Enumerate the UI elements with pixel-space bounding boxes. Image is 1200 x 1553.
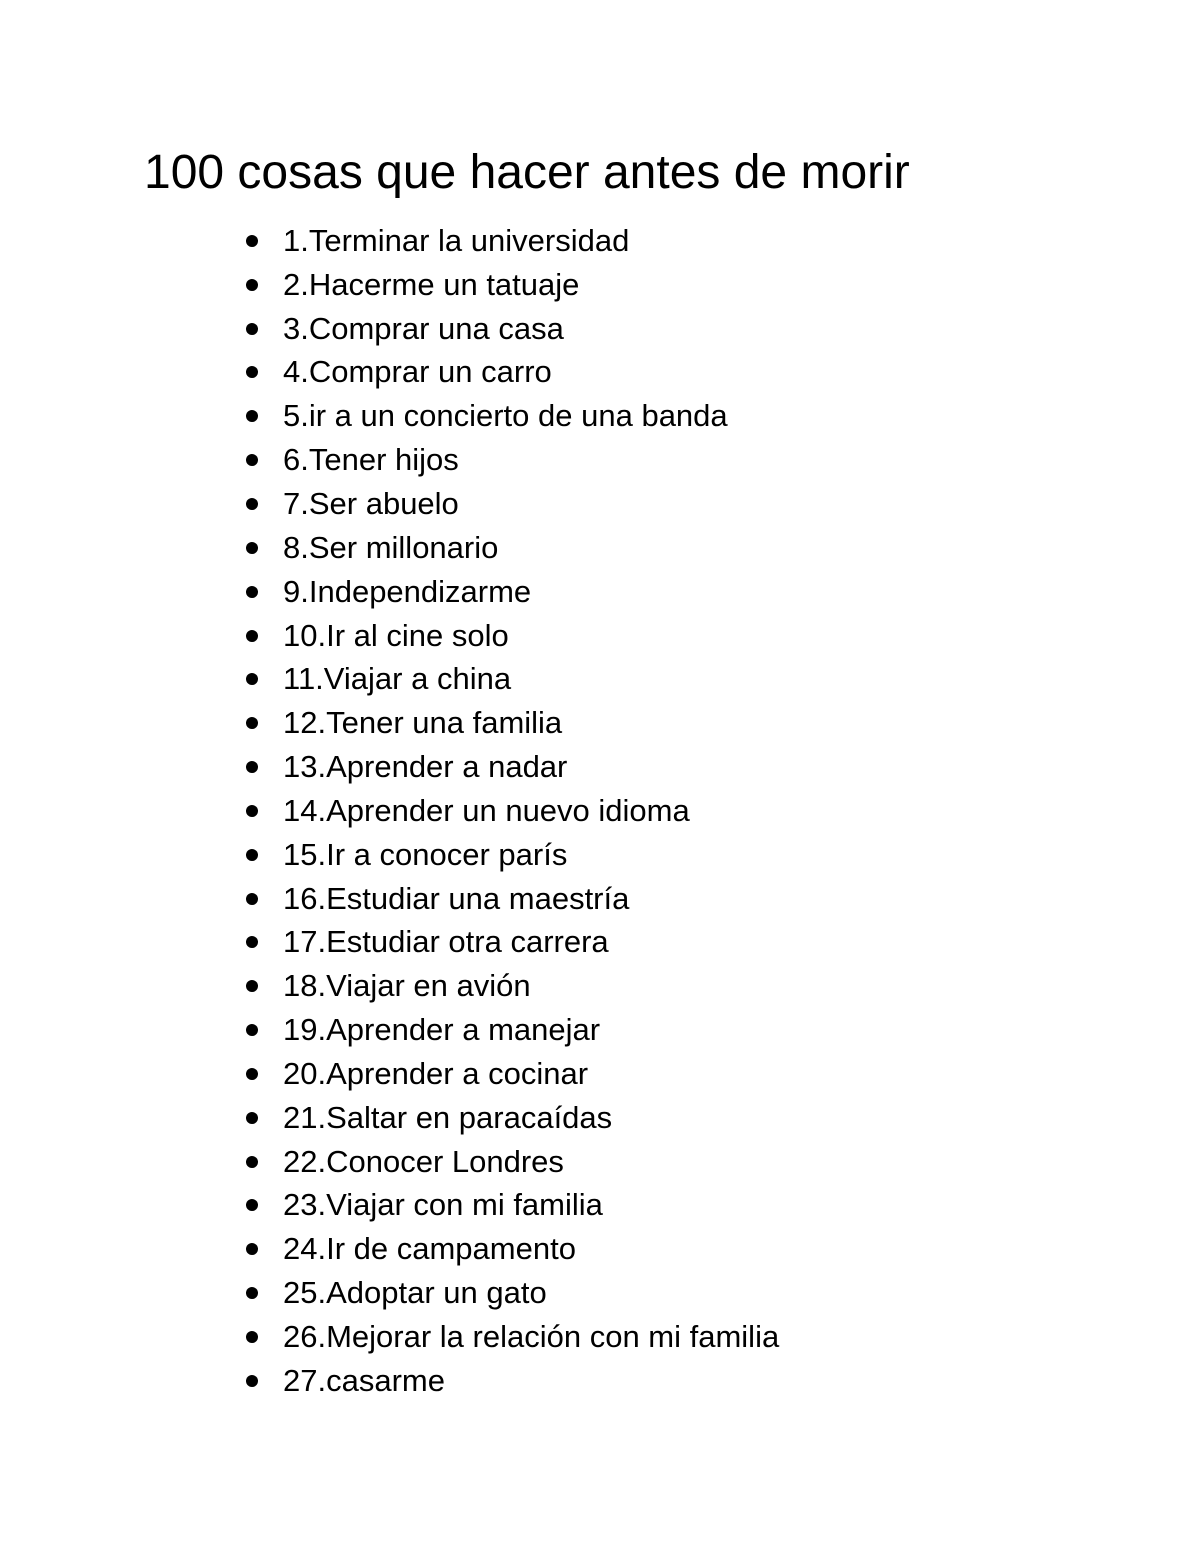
bullet-icon [246, 1199, 258, 1211]
bullet-icon [246, 1068, 258, 1080]
bullet-icon [246, 366, 258, 378]
list-item-text: 9.Independizarme [283, 573, 532, 609]
list-item-text: 8.Ser millonario [283, 529, 499, 565]
list-item-text: 25.Adoptar un gato [283, 1275, 547, 1311]
bullet-icon [246, 761, 258, 773]
list-item-text: 1.Terminar la universidad [283, 222, 630, 258]
bullet-icon [246, 1024, 258, 1036]
list-item-text: 14.Aprender un nuevo idioma [283, 792, 690, 828]
bullet-icon [246, 235, 258, 247]
list-item [246, 745, 779, 789]
list-item-text: 3.Comprar una casa [283, 310, 564, 346]
bullet-icon [246, 980, 258, 992]
list-item-text: 15.Ir a conocer parís [283, 836, 568, 872]
bullet-icon [246, 586, 258, 598]
list-item [246, 1008, 779, 1052]
bucket-list [246, 219, 779, 1403]
bullet-icon [246, 1287, 258, 1299]
page-title: 100 cosas que hacer antes de morir [144, 146, 910, 199]
list-item-text: 22.Conocer Londres [283, 1143, 564, 1179]
list-item [246, 921, 779, 965]
bullet-icon [246, 1112, 258, 1124]
list-item-text: 11.Viajar a china [283, 661, 512, 697]
list-item-text: 17.Estudiar otra carrera [283, 924, 609, 960]
list-item [246, 482, 779, 526]
list-item [246, 1096, 779, 1140]
list-item [246, 526, 779, 570]
bullet-icon [246, 630, 258, 642]
list-item-text: 2.Hacerme un tatuaje [283, 266, 580, 302]
bullet-icon [246, 805, 258, 817]
list-item [246, 833, 779, 877]
list-item-text: 24.Ir de campamento [283, 1231, 576, 1267]
bullet-icon [246, 1375, 258, 1387]
list-item-text: 12.Tener una familia [283, 705, 563, 741]
list-item [246, 351, 779, 395]
list-item [246, 789, 779, 833]
list-item-text: 10.Ir al cine solo [283, 617, 509, 653]
bullet-icon [246, 542, 258, 554]
list-item-text: 6.Tener hijos [283, 442, 459, 478]
bullet-icon [246, 893, 258, 905]
bullet-icon [246, 717, 258, 729]
list-item-text: 13.Aprender a nadar [283, 749, 568, 785]
bullet-icon [246, 849, 258, 861]
bullet-icon [246, 279, 258, 291]
list-item [246, 657, 779, 701]
bullet-icon [246, 498, 258, 510]
list-item [246, 438, 779, 482]
list-item-text: 26.Mejorar la relación con mi familia [283, 1319, 780, 1355]
bullet-icon [246, 936, 258, 948]
bullet-icon [246, 410, 258, 422]
list-item [246, 877, 779, 921]
list-item [246, 1271, 779, 1315]
list-item [246, 614, 779, 658]
bullet-icon [246, 1331, 258, 1343]
list-item [246, 1184, 779, 1228]
list-item [246, 1315, 779, 1359]
list-item-text: 21.Saltar en paracaídas [283, 1099, 613, 1135]
list-item [246, 1140, 779, 1184]
list-item-text: 23.Viajar con mi familia [283, 1187, 603, 1223]
bullet-icon [246, 673, 258, 685]
list-item [246, 1227, 779, 1271]
list-item-text: 16.Estudiar una maestría [283, 880, 630, 916]
list-item-text: 18.Viajar en avión [283, 968, 531, 1004]
list-item-text: 27.casarme [283, 1362, 445, 1398]
bullet-icon [246, 323, 258, 335]
list-item-text: 4.Comprar un carro [283, 354, 552, 390]
list-item [246, 964, 779, 1008]
list-item [246, 307, 779, 351]
list-item [246, 1052, 779, 1096]
list-item-text: 7.Ser abuelo [283, 485, 459, 521]
list-item [246, 1359, 779, 1403]
list-item [246, 263, 779, 307]
bullet-icon [246, 1156, 258, 1168]
list-item-text: 20.Aprender a cocinar [283, 1055, 589, 1091]
bullet-icon [246, 454, 258, 466]
list-item [246, 701, 779, 745]
list-item [246, 570, 779, 614]
list-item [246, 394, 779, 438]
list-item [246, 219, 779, 263]
list-item-text: 19.Aprender a manejar [283, 1012, 601, 1048]
bullet-icon [246, 1243, 258, 1255]
list-item-text: 5.ir a un concierto de una banda [283, 398, 728, 434]
